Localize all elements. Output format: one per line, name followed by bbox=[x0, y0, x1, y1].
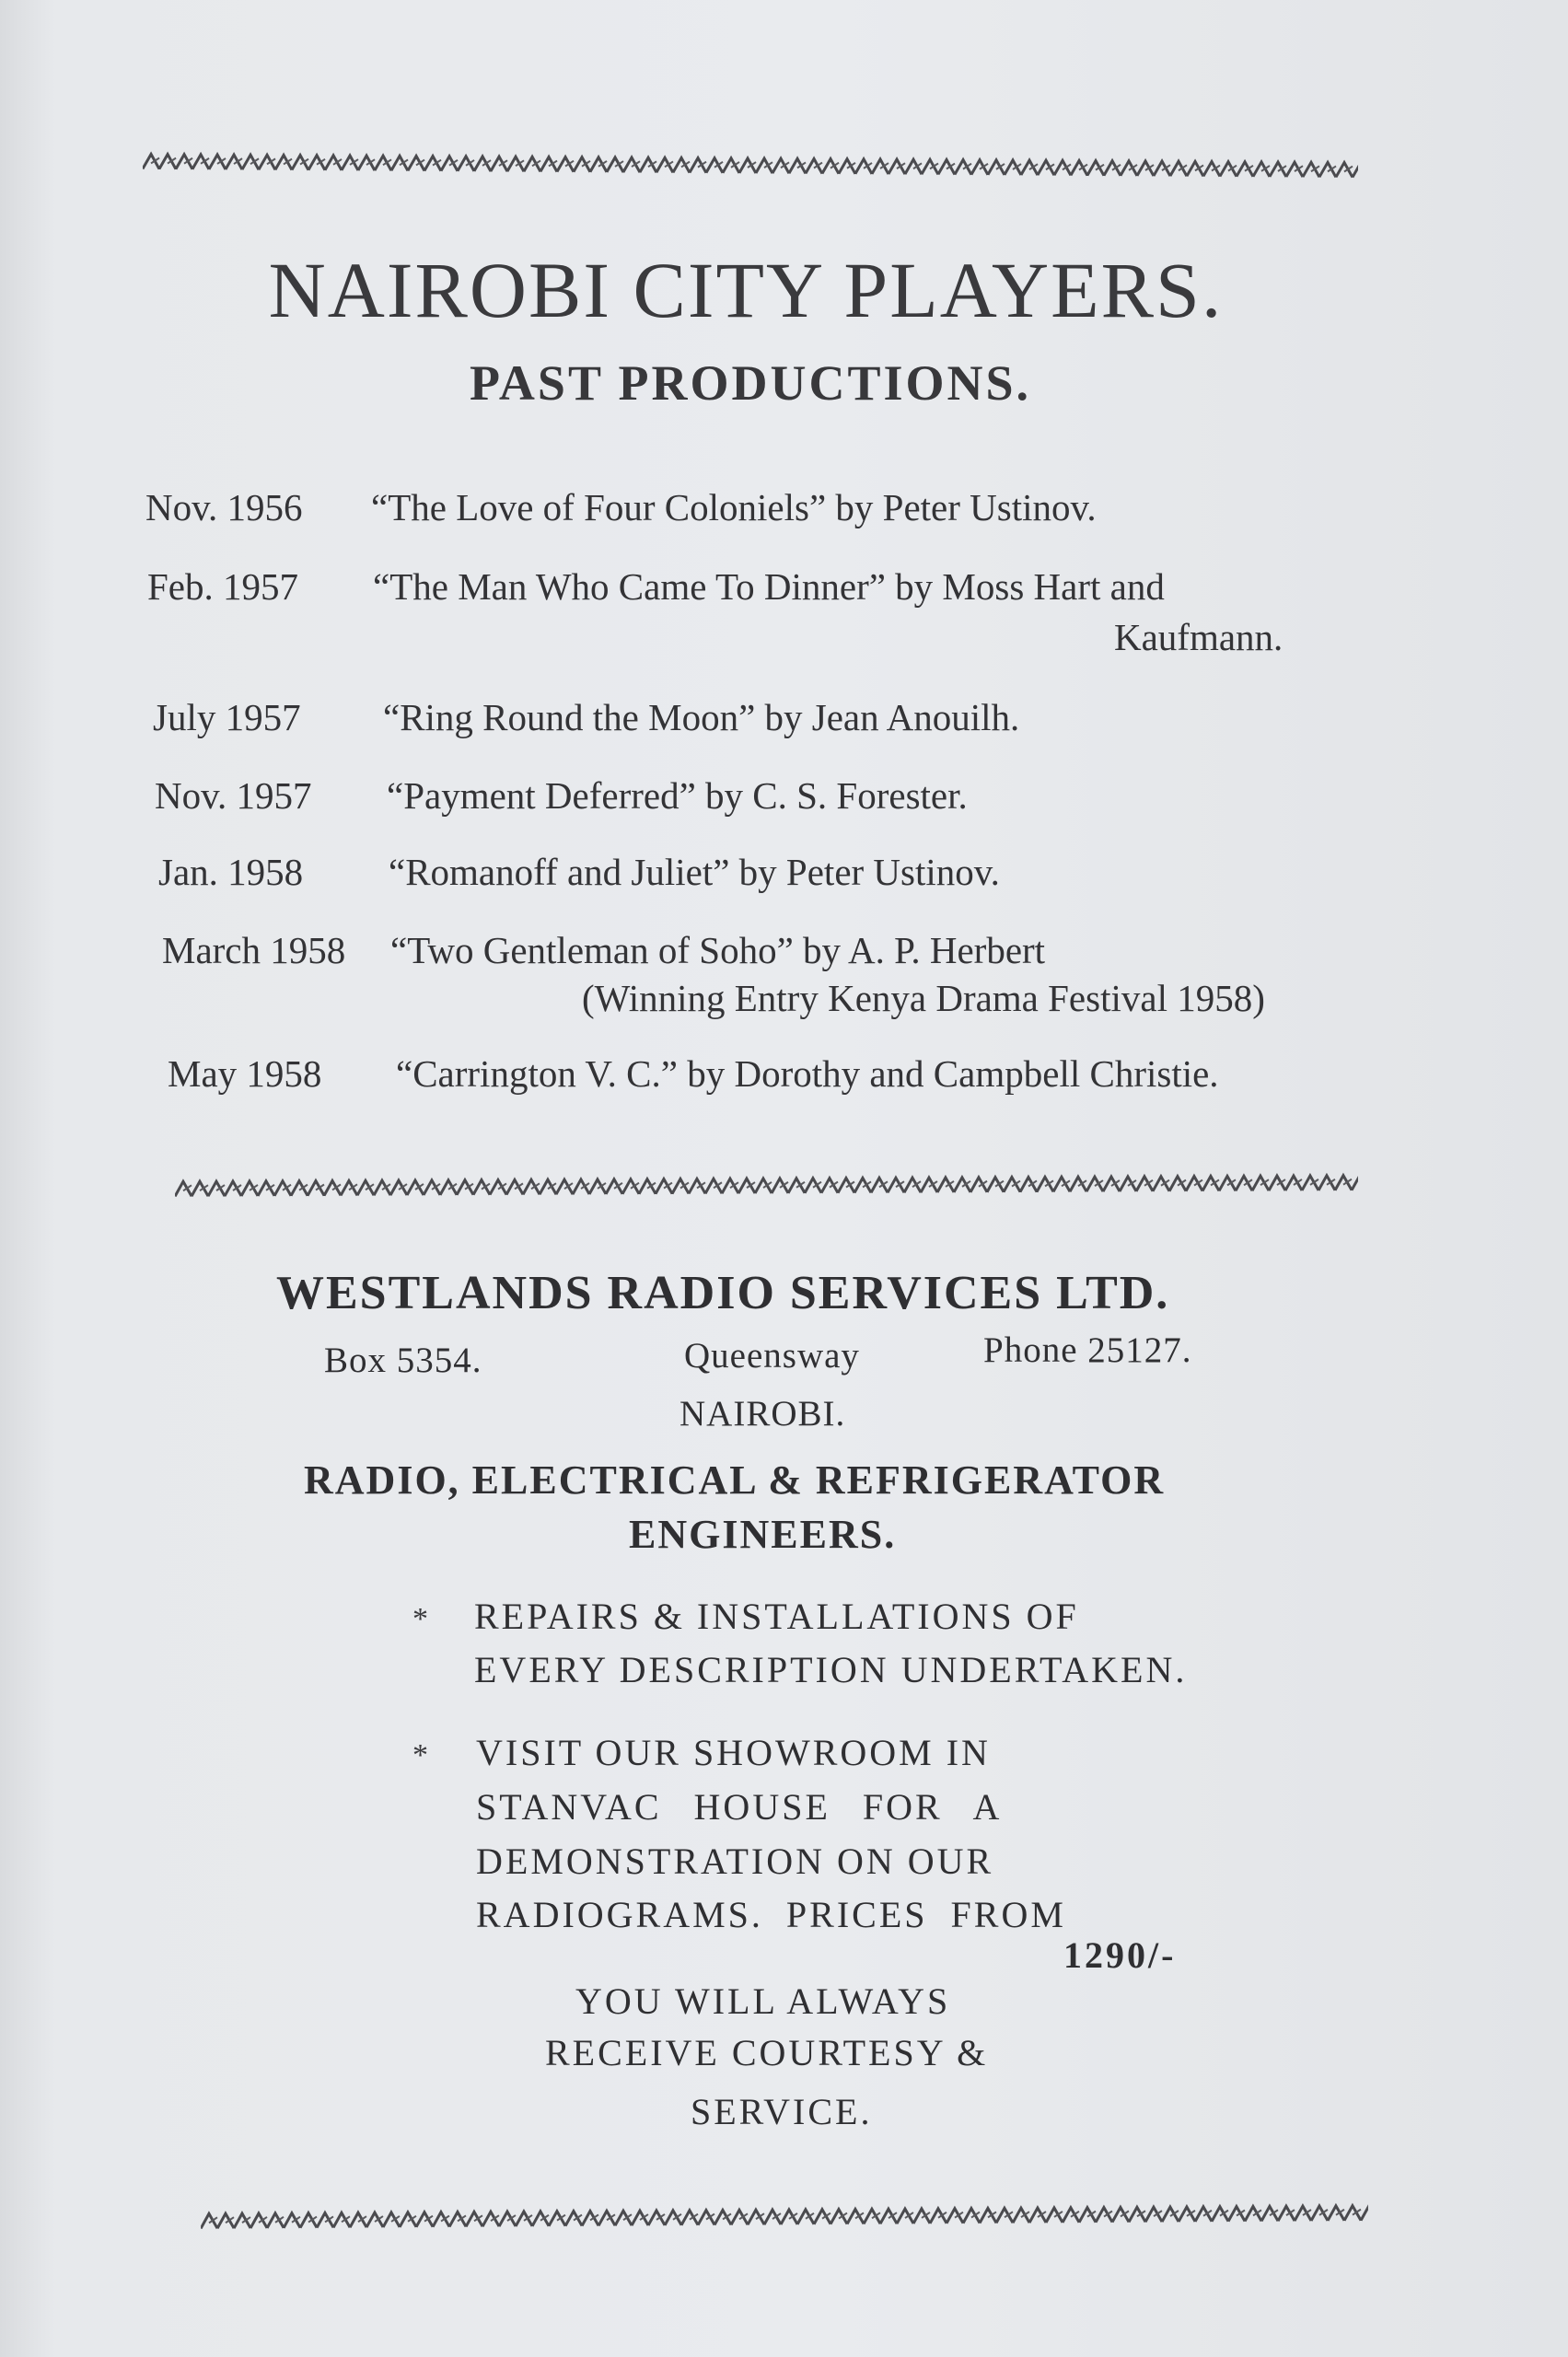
production-continuation: Kaufmann. bbox=[1114, 616, 1283, 658]
bullet-text: RADIOGRAMS. PRICES FROM bbox=[476, 1894, 1066, 1935]
production-title: “The Man Who Came To Dinner” by Moss Hart and bbox=[373, 565, 1165, 608]
production-date: Feb. 1957 bbox=[147, 565, 298, 608]
closing-line: RECEIVE COURTESY & bbox=[545, 2032, 989, 2073]
closing-line: YOU WILL ALWAYS bbox=[575, 1980, 951, 2022]
advertiser-street: Queensway bbox=[684, 1336, 860, 1376]
production-title: “Romanoff and Juliet” by Peter Ustinov. bbox=[389, 851, 1000, 893]
production-date: Jan. 1958 bbox=[158, 851, 304, 893]
advertiser-box: Box 5354. bbox=[324, 1341, 482, 1380]
bullet-text: VISIT OUR SHOWROOM IN bbox=[476, 1732, 991, 1773]
price: 1290/- bbox=[1063, 1934, 1177, 1976]
middle-ornamental-border bbox=[175, 1170, 1358, 1202]
production-title: “Payment Deferred” by C. S. Forester. bbox=[387, 774, 968, 817]
production-continuation: (Winning Entry Kenya Drama Festival 1958) bbox=[582, 977, 1265, 1019]
bottom-ornamental-border bbox=[201, 2200, 1368, 2235]
page-subtitle: PAST PRODUCTIONS. bbox=[469, 355, 1032, 411]
bullet-asterisk: * bbox=[412, 1738, 428, 1772]
production-date: Nov. 1957 bbox=[155, 774, 312, 817]
production-date: May 1958 bbox=[168, 1052, 322, 1095]
closing-line: SERVICE. bbox=[691, 2091, 873, 2132]
bullet-text: STANVAC HOUSE FOR A bbox=[476, 1786, 1003, 1828]
top-ornamental-border bbox=[143, 148, 1358, 182]
advertiser-name: WESTLANDS RADIO SERVICES LTD. bbox=[276, 1267, 1170, 1319]
production-date: March 1958 bbox=[162, 929, 346, 971]
production-title: “Ring Round the Moon” by Jean Anouilh. bbox=[383, 696, 1020, 738]
bullet-text: DEMONSTRATION ON OUR bbox=[476, 1840, 994, 1882]
advertiser-city: NAIROBI. bbox=[679, 1394, 846, 1434]
bullet-asterisk: * bbox=[412, 1602, 428, 1636]
page-title: NAIROBI CITY PLAYERS. bbox=[268, 246, 1224, 334]
production-title: “The Love of Four Coloniels” by Peter Ustinov. bbox=[371, 486, 1097, 528]
advertiser-phone: Phone 25127. bbox=[983, 1330, 1192, 1370]
production-title: “Two Gentleman of Soho” by A. P. Herbert bbox=[390, 929, 1046, 971]
production-title: “Carrington V. C.” by Dorothy and Campbell Christie. bbox=[396, 1052, 1219, 1095]
services-heading-line2: ENGINEERS. bbox=[629, 1512, 897, 1557]
production-date: July 1957 bbox=[153, 696, 301, 738]
services-heading: RADIO, ELECTRICAL & REFRIGERATOR bbox=[304, 1457, 1166, 1503]
bullet-text: REPAIRS & INSTALLATIONS OF bbox=[474, 1596, 1079, 1637]
production-date: Nov. 1956 bbox=[145, 486, 303, 528]
bullet-text: EVERY DESCRIPTION UNDERTAKEN. bbox=[474, 1649, 1188, 1690]
